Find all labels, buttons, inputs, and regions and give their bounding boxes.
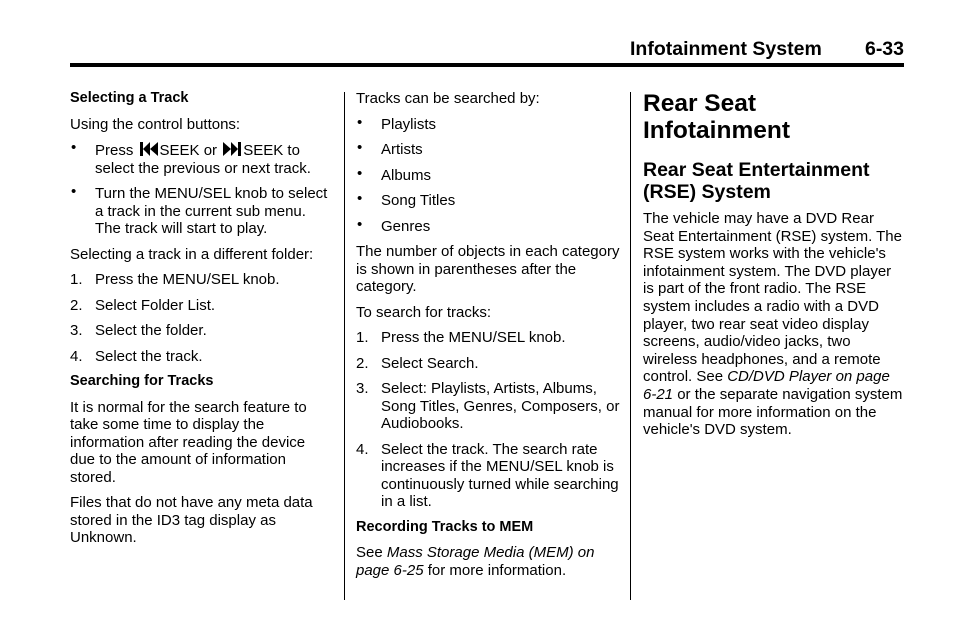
- seek-forward-icon: [222, 141, 242, 157]
- header-title: Infotainment System: [630, 38, 822, 60]
- column-left: [70, 90, 334, 555]
- list-item: 3. Select: Playlists, Artists, Albums, Song Titles, Genres, Composers, or Audiobooks.: [356, 380, 620, 432]
- list-item: • Playlists: [356, 116, 622, 134]
- cd-dvd-page-reference-link[interactable]: CD/DVD Player on page 6-21: [643, 368, 890, 403]
- list-item: 4. Select the track.: [70, 347, 203, 365]
- search-categories-intro: Tracks can be searched by:: [356, 90, 540, 107]
- subsection-title: Rear Seat Entertainment (RSE) System: [643, 159, 870, 203]
- recording-reference: See Mass Storage Media (MEM) on page 6-25 for more information.: [356, 544, 595, 579]
- rse-description: The vehicle may have a DVD Rear Seat Entertainment (RSE) system. The RSE system works with the vehicle's infotainment system. The DVD player is part of the front radio. The RSE system includes a radio with a DVD player, two rear seat video display screens, audio/video jacks, two wireless headphones, and a remote control. See CD/DVD Player on page 6-21 or the separate navigation system manual for more information on the vehicle's DVD system.: [643, 210, 903, 439]
- mem-page-reference-link[interactable]: Mass Storage Media (MEM) on page 6-25: [356, 544, 595, 579]
- seek-back-icon: [139, 141, 159, 157]
- search-steps-intro: To search for tracks:: [356, 303, 492, 321]
- page-header: [70, 38, 904, 62]
- search-categories-list: [356, 116, 622, 236]
- recording-tracks-heading: Recording Tracks to MEM: [356, 518, 534, 535]
- control-buttons-intro: Using the control buttons:: [70, 115, 241, 133]
- page-number: 6-33: [864, 38, 904, 60]
- list-item: 4. Select the track. The search rate increases if the MENU/SEL knob is continuously turned while searching in a list.: [356, 440, 619, 510]
- list-item: • Albums: [356, 167, 622, 185]
- column-divider: [630, 92, 631, 600]
- column-right: [643, 90, 905, 447]
- folder-steps: [70, 271, 334, 365]
- list-item: 2. Select Folder List.: [70, 296, 216, 314]
- selecting-track-heading: Selecting a Track: [70, 90, 189, 106]
- list-item: 1. Press the MENU/SEL knob.: [70, 271, 280, 288]
- header-rule: [70, 63, 904, 67]
- list-item: • Turn the MENU/SEL knob to select a track in the current sub menu. The track will start to play.: [70, 185, 334, 238]
- list-item: • Artists: [356, 141, 622, 159]
- search-time-note: It is normal for the search feature to take some time to display the information after reading the device due to the amount of information stored.: [70, 398, 307, 486]
- column-divider: [344, 92, 345, 600]
- list-item: 3. Select the folder.: [70, 322, 207, 339]
- unknown-metadata-note: Files that do not have any meta data stored in the ID3 tag display as Unknown.: [70, 494, 313, 546]
- list-item: • Genres: [356, 218, 622, 236]
- list-item: • Song Titles: [356, 192, 622, 210]
- list-item: 1. Press the MENU/SEL knob.: [356, 329, 566, 346]
- column-middle: [356, 90, 622, 587]
- searching-tracks-heading: Searching for Tracks: [70, 373, 214, 389]
- section-title: Rear Seat Infotainment: [643, 90, 790, 144]
- list-item: 2. Select Search.: [356, 354, 479, 372]
- category-count-note: The number of objects in each category is shown in parentheses after the category.: [356, 243, 620, 295]
- folder-intro: Selecting a track in a different folder:: [70, 245, 314, 263]
- selecting-track-list: [70, 141, 334, 238]
- list-item: • Press SEEK or SEEK to select the previous or next track.: [70, 141, 334, 177]
- search-steps: [356, 329, 622, 511]
